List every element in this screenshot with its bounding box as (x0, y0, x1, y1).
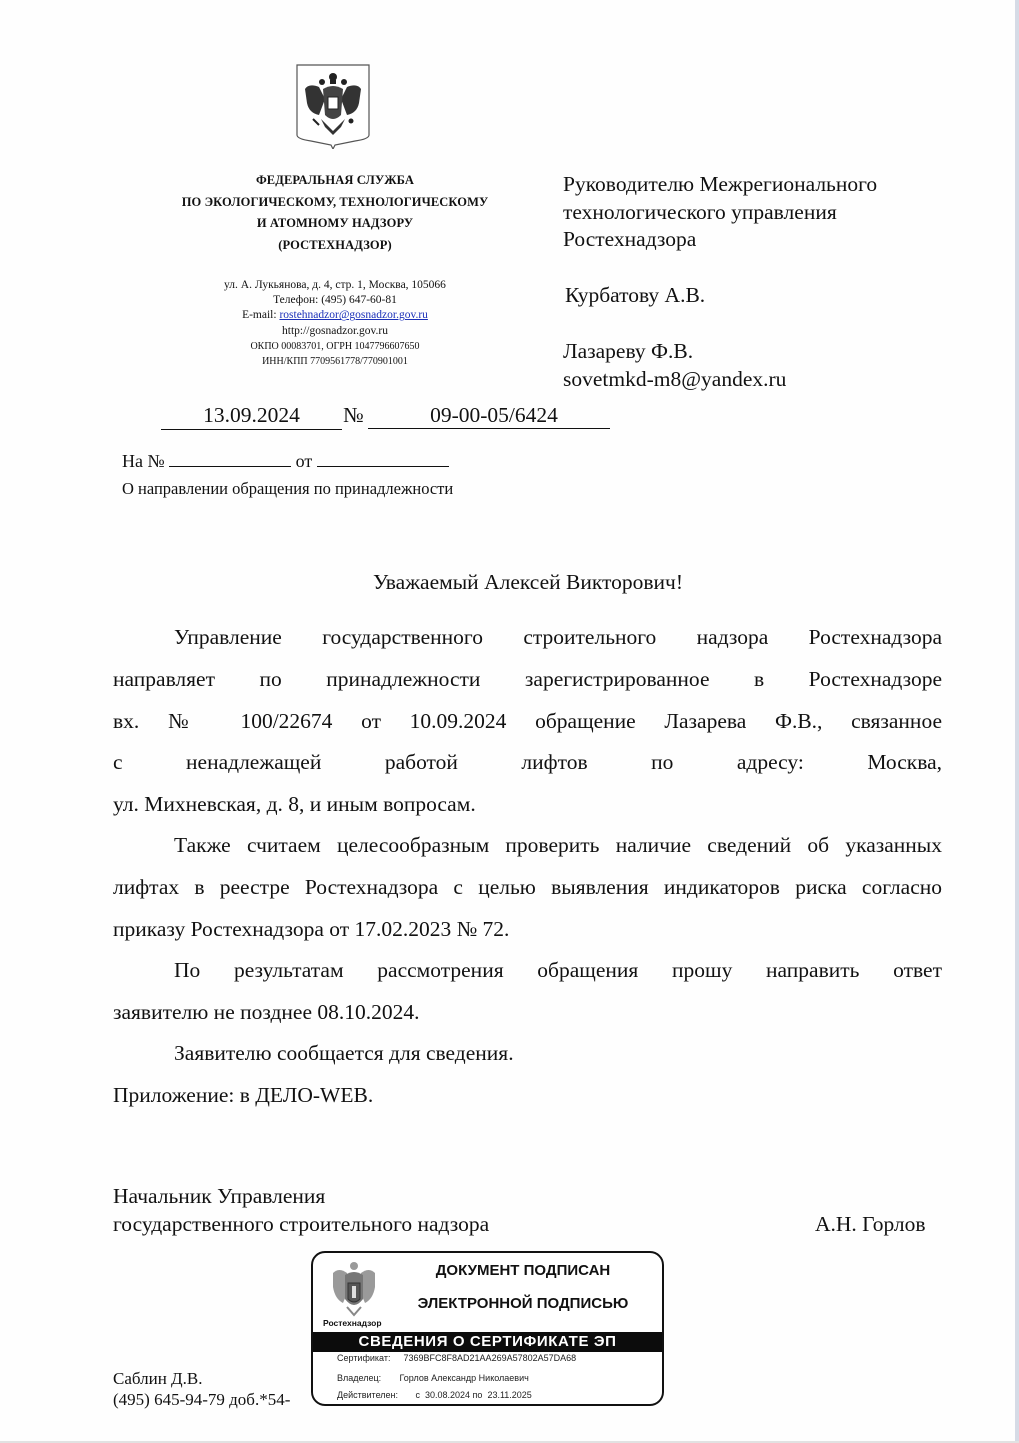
signatory-name: А.Н. Горлов (815, 1212, 926, 1236)
owner-value: Горлов Александр Николаевич (399, 1373, 529, 1383)
ref-date-blank (317, 450, 449, 467)
attachment-line: Приложение: в ДЕЛО-WEB. (113, 1083, 374, 1107)
addressee-position-line: Ростехнадзора (563, 227, 697, 251)
org-email-row (180, 308, 490, 323)
paragraph-line: По результатам рассмотрения обращения прошу направить ответ (174, 958, 942, 982)
addressee-position-line: Руководителю Межрегионального (563, 172, 878, 196)
signatory-title-line: Начальник Управления (113, 1184, 326, 1208)
paragraph-line: Также считаем целесообразным проверить наличие сведений об указанных (174, 833, 942, 857)
stamp-certificate-header: СВЕДЕНИЯ О СЕРТИФИКАТЕ ЭП (313, 1332, 662, 1352)
salutation: Уважаемый Алексей Викторович! (372, 570, 684, 594)
paragraph-2 (113, 825, 942, 950)
executor-name: Саблин Д.В. (113, 1369, 203, 1388)
stamp-title-line2: ЭЛЕКТРОННОЙ ПОДПИСЬЮ (417, 1295, 629, 1312)
paragraph-line: ул. Михневская, д. 8, и иным вопросам. (113, 792, 476, 817)
attachment-note (113, 1075, 942, 1117)
organization-name (150, 170, 520, 256)
letter-subject: О направлении обращения по принадлежности (122, 479, 454, 498)
paragraph-line: Управление государственного строительного надзора Ростехнадзора (174, 625, 942, 649)
e-signature-stamp (311, 1251, 664, 1406)
stamp-title-line1: ДОКУМЕНТ ПОДПИСАН (435, 1262, 611, 1279)
ref-prefix: На № (122, 451, 165, 471)
org-name-line: ФЕДЕРАЛЬНАЯ СЛУЖБА (255, 173, 415, 187)
validity-label: Действителен: (337, 1390, 399, 1400)
org-address: ул. А. Лукьянова, д. 4, стр. 1, Москва, 105066 (224, 279, 446, 291)
organization-contacts (180, 278, 490, 369)
recipient-lazarev (563, 338, 983, 393)
paragraph-3 (113, 950, 942, 1034)
paragraph-line: приказу Ростехнадзора от 17.02.2023 № 72. (113, 916, 510, 941)
paragraph-line: вх. № 100/22674 от 10.09.2024 обращение Лазарева Ф.В., связанное (113, 708, 942, 733)
org-email-link[interactable]: rostehnadzor@gosnadzor.gov.ru (279, 309, 428, 322)
executor-info (113, 1368, 290, 1410)
registration-date: 13.09.2024 (161, 402, 342, 430)
email-label: E-mail: (242, 309, 280, 322)
number-sign: № (343, 403, 364, 427)
russian-coat-of-arms-icon (295, 63, 371, 149)
paragraph-4 (113, 1033, 942, 1075)
paragraph-line: лифтах в реестре Ростехнадзора с целью выявления индикаторов риска согласно (113, 874, 942, 899)
signatory-title (113, 1182, 489, 1238)
org-name-line: ПО ЭКОЛОГИЧЕСКОМУ, ТЕХНОЛОГИЧЕСКОМУ (181, 194, 489, 209)
org-name-line: (РОСТЕХНАДЗОР) (278, 237, 392, 252)
rostehnadzor-emblem-icon (329, 1259, 379, 1319)
executor-phone: (495) 645-94-79 доб.*54- (113, 1390, 291, 1409)
stamp-validity-row (337, 1390, 532, 1400)
reference-line (122, 449, 449, 473)
stamp-certificate-row (337, 1353, 576, 1363)
certificate-label: Сертификат: (337, 1353, 391, 1363)
addressee-position (563, 171, 983, 254)
org-phone: Телефон: (495) 647-60-81 (273, 294, 397, 307)
org-okpo-ogrn: ОКПО 00083701, ОГРН 1047796607650 (250, 340, 420, 352)
owner-label: Владелец: (337, 1373, 382, 1383)
stamp-owner-row (337, 1373, 529, 1383)
paragraph-1 (113, 617, 942, 826)
paragraph-line: Заявителю сообщается для сведения. (174, 1041, 514, 1065)
stamp-logo-label: Ростехнадзор (323, 1318, 382, 1328)
org-website[interactable]: http://gosnadzor.gov.ru (282, 324, 388, 337)
ref-from: от (295, 451, 313, 471)
signatory-title-line: государственного строительного надзора (113, 1212, 490, 1236)
page-edge-right (1015, 0, 1019, 1443)
paragraph-line: заявителю не позднее 08.10.2024. (113, 999, 420, 1024)
certificate-value: 7369BFC8F8AD21AA269A57802A57DA68 (403, 1353, 577, 1363)
registration-number: 09-00-05/6424 (368, 402, 610, 429)
paragraph-line: с ненадлежащей работой лифтов по адресу: Москва, (113, 750, 942, 775)
recipient-lazarev-name: Лазареву Ф.В. (563, 339, 694, 363)
org-name-line: И АТОМНОМУ НАДЗОРУ (256, 216, 414, 230)
org-inn-kpp: ИНН/КПП 7709561778/770901001 (262, 356, 408, 368)
validity-value: с 30.08.2024 по 23.11.2025 (415, 1390, 532, 1400)
paragraph-line: направляет по принадлежности зарегистрированное в Ростехнадзоре (113, 666, 942, 691)
addressee-position-line: технологического управления (563, 199, 837, 224)
recipient-kurbatov: Курбатову А.В. (565, 283, 706, 307)
ref-number-blank (169, 450, 291, 467)
recipient-lazarev-email: sovetmkd-m8@yandex.ru (563, 366, 787, 391)
